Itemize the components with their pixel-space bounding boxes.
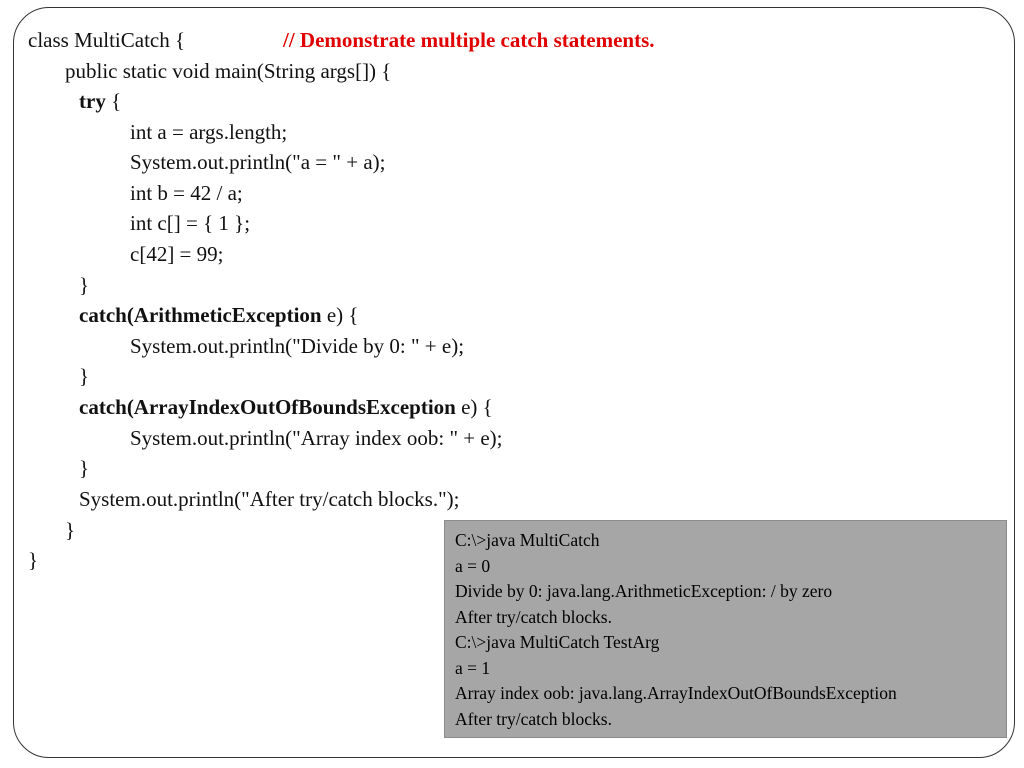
output-line: After try/catch blocks. bbox=[455, 606, 612, 627]
try-open-brace: { bbox=[105, 89, 122, 113]
catch-arithmetic-head: catch(ArithmeticException bbox=[79, 303, 322, 327]
output-line: C:\>java MultiCatch bbox=[455, 530, 600, 550]
catch-arithmetic-close-brace: } bbox=[79, 364, 90, 388]
try-keyword: try bbox=[79, 89, 106, 113]
output-line: C:\>java MultiCatch TestArg bbox=[455, 632, 660, 652]
try-close-brace: } bbox=[79, 273, 90, 297]
code-line-b-decl: int b = 42 / a; bbox=[130, 181, 243, 205]
catch-array-index-line bbox=[79, 395, 493, 419]
code-line-c-assign: c[42] = 99; bbox=[130, 242, 224, 266]
catch-array-index-head: catch(ArrayIndexOutOfBoundsException bbox=[79, 395, 456, 419]
catch-arithmetic-tail: e) { bbox=[321, 303, 359, 327]
after-print-line: System.out.println("After try/catch blocks."); bbox=[79, 487, 460, 511]
code-line-print-a: System.out.println("a = " + a); bbox=[130, 150, 386, 174]
catch-array-index-body: System.out.println("Array index oob: " + e); bbox=[130, 426, 503, 450]
catch-arithmetic-body: System.out.println("Divide by 0: " + e); bbox=[130, 334, 465, 358]
catch-array-index-close-brace: } bbox=[79, 456, 90, 480]
code-line-a-decl: int a = args.length; bbox=[130, 120, 288, 144]
output-line: After try/catch blocks. bbox=[455, 708, 612, 729]
output-line: Divide by 0: java.lang.ArithmeticException: / by zero bbox=[455, 581, 833, 601]
main-method-declaration: public static void main(String args[]) { bbox=[65, 59, 392, 83]
try-line bbox=[79, 89, 121, 113]
catch-arithmetic-line bbox=[79, 303, 359, 327]
console-output-box bbox=[444, 520, 1007, 738]
class-close-brace: } bbox=[28, 548, 39, 572]
code-line-c-decl: int c[] = { 1 }; bbox=[130, 211, 251, 235]
main-close-brace: } bbox=[65, 518, 76, 542]
catch-array-index-tail: e) { bbox=[455, 395, 493, 419]
output-line: a = 1 bbox=[455, 657, 491, 678]
code-comment: // Demonstrate multiple catch statements. bbox=[283, 28, 655, 52]
class-declaration: class MultiCatch { bbox=[28, 28, 186, 52]
output-line: a = 0 bbox=[455, 555, 491, 576]
output-line: Array index oob: java.lang.ArrayIndexOutOfBoundsException bbox=[455, 683, 897, 703]
